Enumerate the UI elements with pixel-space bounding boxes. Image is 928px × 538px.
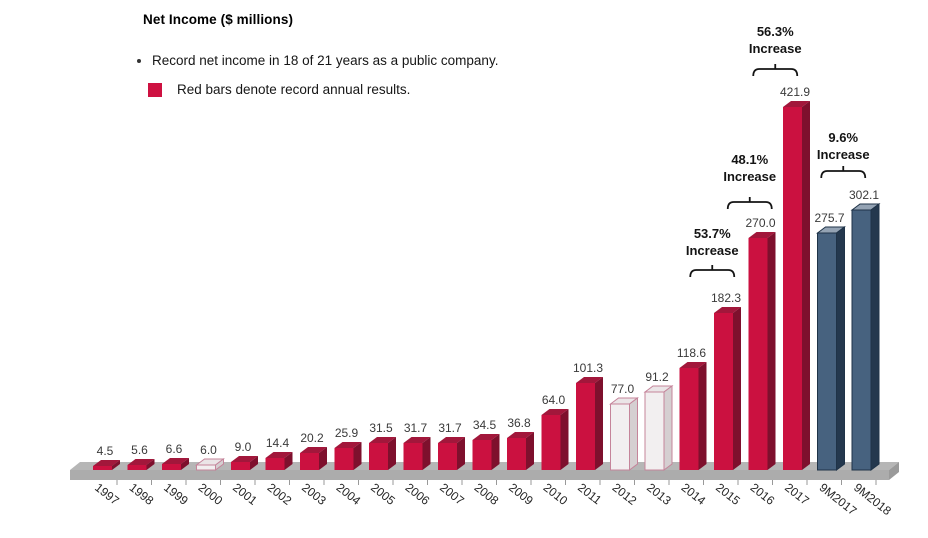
bar-side-face (837, 227, 845, 470)
bar-2012 (611, 398, 638, 470)
bar-front-face (266, 458, 285, 470)
x-label-2002: 2002 (264, 480, 295, 508)
annotation-9M2018 (817, 130, 870, 178)
bar-side-face (802, 101, 810, 470)
x-label-2010: 2010 (540, 480, 571, 508)
value-label-2002: 14.4 (265, 436, 290, 450)
annotation-pct-2017: 56.3% (756, 24, 794, 39)
value-label-2012: 77.0 (610, 382, 635, 396)
annotation-word-9M2018: Increase (816, 147, 870, 162)
bar-front-face (162, 464, 181, 470)
bar-front-face (749, 238, 768, 470)
x-label-2003: 2003 (299, 480, 329, 508)
bar-2011 (576, 377, 603, 470)
x-label-2008: 2008 (471, 480, 502, 508)
bar-side-face (733, 307, 741, 470)
x-label-2012: 2012 (609, 480, 640, 508)
annotation-2016 (723, 152, 776, 209)
bar-front-face (783, 107, 802, 470)
bar-9M2018 (852, 204, 879, 470)
value-label-2006: 31.7 (403, 421, 428, 435)
bar-2007 (438, 437, 465, 470)
bar-2004 (335, 442, 362, 470)
x-label-9M2017: 9M2017 (816, 480, 860, 519)
value-label-2015: 182.3 (710, 291, 742, 305)
bar-front-face (438, 443, 457, 470)
x-label-2014: 2014 (678, 480, 709, 508)
value-label-1997: 4.5 (96, 444, 114, 458)
bar-2009 (507, 432, 534, 470)
bar-2005 (369, 437, 396, 470)
x-label-2006: 2006 (402, 480, 433, 508)
value-label-2011: 101.3 (572, 361, 604, 375)
value-label-1998: 5.6 (131, 443, 148, 457)
x-label-1997: 1997 (92, 480, 122, 508)
value-label-2003: 20.2 (300, 431, 324, 445)
bullet-text: Record net income in 18 of 21 years as a public company. (152, 53, 499, 68)
bar-2010 (542, 409, 569, 470)
annotation-word-2016: Increase (723, 169, 777, 184)
x-label-2000: 2000 (195, 480, 226, 508)
bar-side-face (630, 398, 638, 470)
bar-front-face (93, 466, 112, 470)
value-label-2000: 6.0 (200, 443, 217, 457)
bar-side-face (699, 362, 707, 470)
x-label-2015: 2015 (713, 480, 743, 508)
x-label-2016: 2016 (747, 480, 778, 508)
bar-front-face (300, 453, 319, 470)
value-label-1999: 6.6 (165, 442, 183, 456)
annotation-pct-2015: 53.7% (693, 226, 731, 241)
value-label-2009: 36.8 (507, 416, 531, 430)
annotation-pct-9M2018: 9.6% (828, 130, 859, 145)
bar-2013 (645, 386, 672, 470)
bar-side-face (871, 204, 879, 470)
value-label-2007: 31.7 (438, 421, 462, 435)
bar-front-face (335, 448, 354, 470)
value-label-2017: 421.9 (779, 85, 811, 99)
x-label-9M2018: 9M2018 (851, 480, 894, 519)
bar-side-face (492, 434, 500, 470)
bar-9M2017 (818, 227, 845, 470)
bar-front-face (576, 383, 595, 470)
bar-front-face (611, 404, 630, 470)
bar-front-face (818, 233, 837, 470)
value-label-2010: 64.0 (541, 393, 566, 407)
bar-front-face (197, 465, 216, 470)
bracket-icon (690, 265, 734, 277)
value-label-2005: 31.5 (369, 421, 393, 435)
x-label-1999: 1999 (161, 480, 191, 508)
bar-side-face (768, 232, 776, 470)
annotation-word-2015: Increase (685, 243, 739, 258)
value-label-9M2018: 302.1 (848, 188, 880, 202)
bar-front-face (542, 415, 561, 470)
annotation-2015 (686, 226, 739, 277)
value-label-2004: 25.9 (334, 426, 359, 440)
bar-2015 (714, 307, 741, 470)
x-label-2013: 2013 (644, 480, 674, 508)
bracket-icon (753, 64, 797, 76)
bar-2017 (783, 101, 810, 470)
x-label-2011: 2011 (575, 480, 605, 508)
bar-2006 (404, 437, 431, 470)
x-label-2004: 2004 (333, 480, 364, 508)
bar-front-face (473, 440, 492, 470)
value-label-9M2017: 275.7 (814, 211, 845, 225)
annotation-word-2017: Increase (748, 41, 802, 56)
bar-front-face (369, 443, 388, 470)
x-label-2001: 2001 (230, 480, 260, 508)
x-label-2017: 2017 (782, 480, 812, 508)
value-label-2013: 91.2 (645, 370, 669, 384)
value-label-2008: 34.5 (472, 418, 497, 432)
bar-front-face (645, 392, 664, 470)
x-label-2005: 2005 (368, 480, 398, 508)
x-label-1998: 1998 (126, 480, 157, 508)
bracket-icon (821, 166, 865, 178)
bar-front-face (404, 443, 423, 470)
bar-front-face (507, 438, 526, 470)
chart-title: Net Income ($ millions) (143, 12, 294, 27)
value-label-2001: 9.0 (234, 440, 252, 454)
bracket-icon (728, 197, 772, 209)
bar-2003 (300, 447, 327, 470)
bar-side-face (595, 377, 603, 470)
bar-side-face (526, 432, 534, 470)
bar-side-face (561, 409, 569, 470)
bar-2016 (749, 232, 776, 470)
bar-2008 (473, 434, 500, 470)
bar-side-face (664, 386, 672, 470)
platform-front (70, 470, 889, 480)
legend-text: Red bars denote record annual results. (177, 82, 411, 97)
value-label-2016: 270.0 (745, 216, 776, 230)
x-label-2007: 2007 (437, 480, 467, 508)
x-label-2009: 2009 (506, 480, 536, 508)
bar-front-face (714, 313, 733, 470)
bar-2014 (680, 362, 707, 470)
bar-front-face (128, 465, 147, 470)
bar-front-face (231, 462, 250, 470)
annotation-pct-2016: 48.1% (731, 152, 769, 167)
value-label-2014: 118.6 (676, 346, 707, 360)
bar-front-face (852, 210, 871, 470)
annotation-2017 (749, 24, 802, 76)
bar-front-face (680, 368, 699, 470)
